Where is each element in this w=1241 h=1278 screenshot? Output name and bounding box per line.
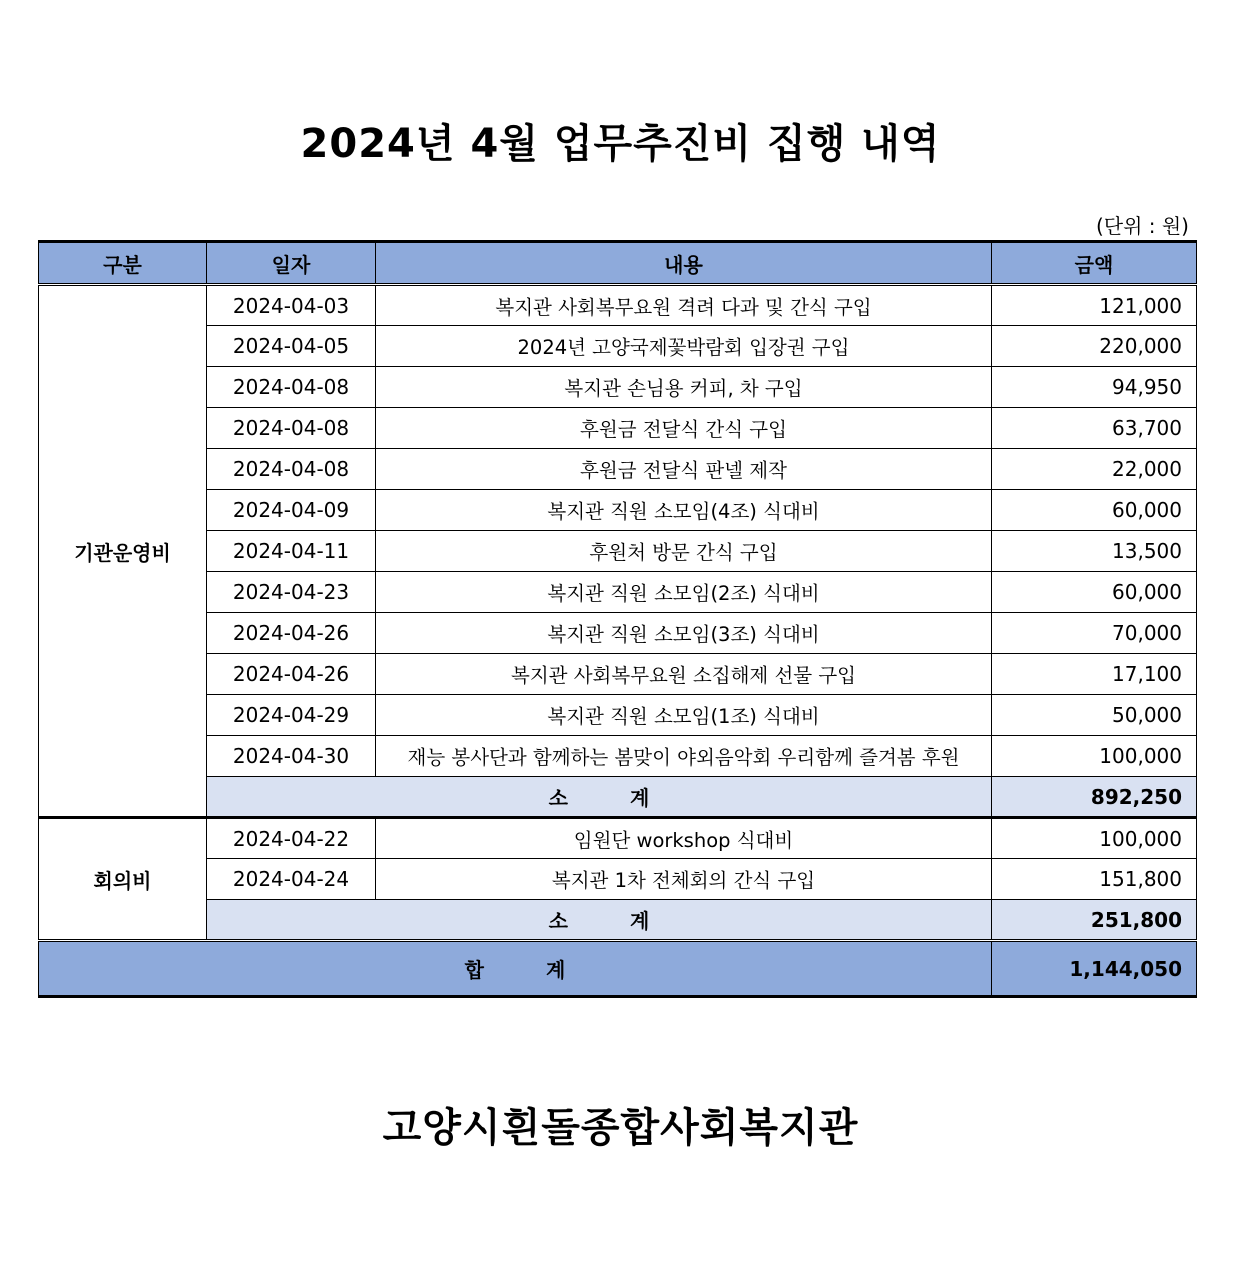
- subtotal-amount: 892,250: [992, 777, 1197, 818]
- table-row: [39, 859, 1197, 900]
- column-header-category: 구분: [39, 242, 207, 285]
- table-body: [39, 285, 1197, 997]
- amount-cell: 70,000: [992, 613, 1197, 654]
- date-cell: 2024-04-05: [207, 326, 376, 367]
- table-row: [39, 531, 1197, 572]
- content-cell: 후원금 전달식 간식 구입: [376, 408, 992, 449]
- content-cell: 복지관 직원 소모임(2조) 식대비: [376, 572, 992, 613]
- amount-cell: 60,000: [992, 572, 1197, 613]
- table-row: [39, 326, 1197, 367]
- table-row: [39, 367, 1197, 408]
- amount-cell: 63,700: [992, 408, 1197, 449]
- date-cell: 2024-04-22: [207, 818, 376, 859]
- unit-note: (단위 : 원): [1095, 214, 1189, 238]
- content-cell: 2024년 고양국제꽃박람회 입장권 구입: [376, 326, 992, 367]
- content-cell: 복지관 직원 소모임(3조) 식대비: [376, 613, 992, 654]
- amount-cell: 22,000: [992, 449, 1197, 490]
- category-cell: 회의비: [39, 818, 207, 941]
- subtotal-row: [39, 777, 1197, 818]
- date-cell: 2024-04-03: [207, 285, 376, 326]
- subtotal-label: 소계: [207, 900, 992, 941]
- date-cell: 2024-04-29: [207, 695, 376, 736]
- table-row: [39, 613, 1197, 654]
- amount-cell: 13,500: [992, 531, 1197, 572]
- content-cell: 복지관 직원 소모임(1조) 식대비: [376, 695, 992, 736]
- column-header-date: 일자: [207, 242, 376, 285]
- total-label: 합계: [39, 941, 992, 997]
- table-header-row: [39, 242, 1197, 285]
- content-cell: 임원단 workshop 식대비: [376, 818, 992, 859]
- table-row: [39, 285, 1197, 326]
- content-cell: 복지관 직원 소모임(4조) 식대비: [376, 490, 992, 531]
- date-cell: 2024-04-08: [207, 408, 376, 449]
- total-row: [39, 941, 1197, 997]
- organization-name: 고양시흰돌종합사회복지관: [382, 1105, 859, 1151]
- subtotal-label: 소계: [207, 777, 992, 818]
- table-row: [39, 490, 1197, 531]
- table-row: [39, 449, 1197, 490]
- table-row: [39, 572, 1197, 613]
- date-cell: 2024-04-23: [207, 572, 376, 613]
- column-header-amount: 금액: [992, 242, 1197, 285]
- content-cell: 재능 봉사단과 함께하는 봄맞이 야외음악회 우리함께 즐겨봄 후원: [376, 736, 992, 777]
- subtotal-amount: 251,800: [992, 900, 1197, 941]
- page-title: 2024년 4월 업무추진비 집행 내역: [300, 121, 941, 167]
- date-cell: 2024-04-11: [207, 531, 376, 572]
- content-cell: 후원처 방문 간식 구입: [376, 531, 992, 572]
- amount-cell: 50,000: [992, 695, 1197, 736]
- date-cell: 2024-04-09: [207, 490, 376, 531]
- amount-cell: 220,000: [992, 326, 1197, 367]
- date-cell: 2024-04-08: [207, 367, 376, 408]
- date-cell: 2024-04-08: [207, 449, 376, 490]
- date-cell: 2024-04-26: [207, 613, 376, 654]
- amount-cell: 60,000: [992, 490, 1197, 531]
- content-cell: 복지관 1차 전체회의 간식 구입: [376, 859, 992, 900]
- column-header-content: 내용: [376, 242, 992, 285]
- amount-cell: 94,950: [992, 367, 1197, 408]
- date-cell: 2024-04-30: [207, 736, 376, 777]
- category-cell: 기관운영비: [39, 285, 207, 818]
- amount-cell: 100,000: [992, 818, 1197, 859]
- subtotal-row: [39, 900, 1197, 941]
- table-row: [39, 736, 1197, 777]
- content-cell: 복지관 사회복무요원 격려 다과 및 간식 구입: [376, 285, 992, 326]
- table-row: [39, 818, 1197, 859]
- date-cell: 2024-04-26: [207, 654, 376, 695]
- total-amount: 1,144,050: [992, 941, 1197, 997]
- content-cell: 복지관 손님용 커피, 차 구입: [376, 367, 992, 408]
- amount-cell: 17,100: [992, 654, 1197, 695]
- table-row: [39, 695, 1197, 736]
- amount-cell: 100,000: [992, 736, 1197, 777]
- date-cell: 2024-04-24: [207, 859, 376, 900]
- table-row: [39, 654, 1197, 695]
- expense-table: [38, 240, 1197, 998]
- content-cell: 복지관 사회복무요원 소집해제 선물 구입: [376, 654, 992, 695]
- content-cell: 후원금 전달식 판넬 제작: [376, 449, 992, 490]
- table-row: [39, 408, 1197, 449]
- amount-cell: 151,800: [992, 859, 1197, 900]
- amount-cell: 121,000: [992, 285, 1197, 326]
